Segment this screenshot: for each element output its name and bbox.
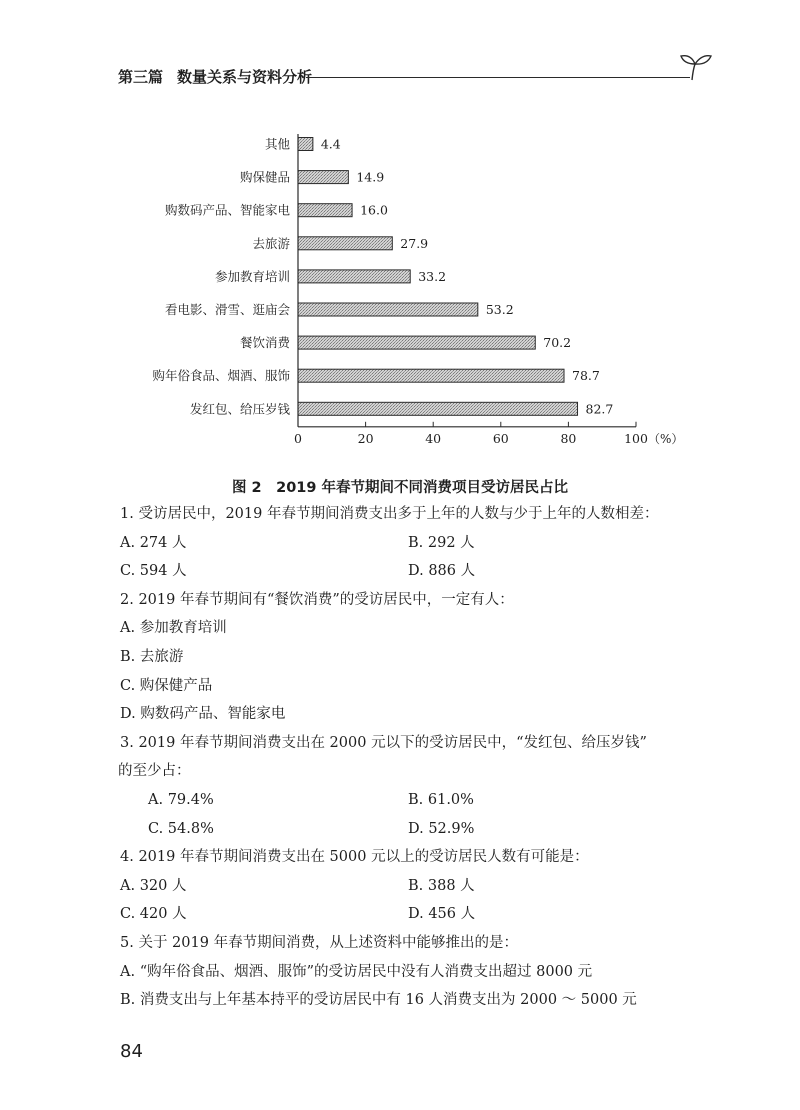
header-section: 数量关系与资料分析 [177, 68, 313, 86]
category-label: 去旅游 [252, 235, 290, 251]
question-5-option-a: A. “购年俗食品、烟酒、服饰”的受访居民中没有人消费支出超过 8000 元 [120, 963, 593, 980]
question-4-options-row-1 [120, 872, 720, 901]
page-number: 84 [120, 1041, 143, 1062]
question-1-option-c: C. 594 人 [120, 563, 187, 580]
sprout-icon [678, 50, 714, 84]
question-1-option-d: D. 886 人 [408, 563, 476, 580]
bar [298, 369, 564, 382]
header-title [118, 66, 312, 87]
question-4-option-d: D. 456 人 [408, 906, 476, 923]
x-tick-label: 80 [560, 430, 577, 446]
chart-caption: 图 2 2019 年春节期间不同消费项目受访居民占比 [231, 480, 569, 496]
question-3-options-row-2 [120, 815, 720, 844]
x-unit-label: （%） [648, 431, 684, 446]
value-label: 27.9 [400, 235, 429, 251]
value-label: 16.0 [360, 202, 388, 218]
question-1-options-row-1 [120, 529, 720, 558]
value-label: 70.2 [543, 335, 572, 351]
value-label: 78.7 [572, 368, 600, 384]
question-4-option-c: C. 420 人 [120, 906, 187, 923]
question-4-options-row-2 [120, 900, 720, 929]
question-2-stem: 2. 2019 年春节期间有“餐饮消费”的受访居民中，一定有人： [120, 591, 514, 608]
category-label: 餐饮消费 [239, 335, 290, 351]
question-5-stem: 5. 关于 2019 年春节期间消费，从上述资料中能够推出的是： [120, 934, 519, 951]
x-tick-label: 100 [624, 430, 648, 446]
bar-chart [0, 130, 800, 470]
value-label: 4.4 [320, 136, 341, 152]
bar [298, 171, 348, 184]
question-3-option-b: B. 61.0% [408, 791, 474, 808]
question-5-option-b: B. 消费支出与上年基本持平的受访居民中有 16 人消费支出为 2000 ～ 5000 元 [120, 992, 637, 1009]
question-3-option-c: C. 54.8% [148, 820, 214, 837]
category-label: 购年俗食品、烟酒、服饰 [152, 368, 290, 384]
question-2-option-c: C. 购保健产品 [120, 677, 213, 694]
bar [298, 270, 410, 283]
question-3-options-row-1 [120, 786, 720, 815]
running-header [118, 62, 708, 88]
category-label: 参加教育培训 [214, 268, 290, 284]
bar [298, 303, 478, 316]
bar [298, 402, 578, 415]
question-4-stem: 4. 2019 年春节期间消费支出在 5000 元以上的受访居民人数有可能是： [120, 849, 589, 866]
question-3-option-d: D. 52.9% [408, 820, 475, 837]
category-label: 其他 [264, 136, 290, 152]
question-1-option-a: A. 274 人 [120, 534, 187, 551]
question-2-option-b: B. 去旅游 [120, 648, 184, 665]
value-label: 33.2 [418, 268, 447, 284]
bar [298, 138, 313, 151]
bar [298, 237, 392, 250]
x-tick-label: 0 [294, 430, 302, 446]
x-tick-label: 20 [357, 430, 374, 446]
category-label: 发红包、给压岁钱 [189, 401, 290, 417]
question-3-stem-line-1: 3. 2019 年春节期间消费支出在 2000 元以下的受访居民中，“发红包、给压岁钱” [120, 734, 647, 751]
question-4-option-a: A. 320 人 [120, 877, 187, 894]
x-tick-label: 40 [425, 430, 442, 446]
question-2-option-d: D. 购数码产品、智能家电 [120, 706, 286, 723]
question-2-option-a: A. 参加教育培训 [120, 620, 227, 637]
value-label: 82.7 [585, 401, 614, 417]
header-part: 第三篇 [118, 68, 164, 86]
question-3-option-a: A. 79.4% [148, 791, 214, 808]
bar [298, 336, 535, 349]
question-4-option-b: B. 388 人 [408, 877, 475, 894]
bar [298, 204, 352, 217]
category-label: 看电影、滑雪、逛庙会 [164, 302, 290, 317]
question-1-stem: 1. 受访居民中，2019 年春节期间消费支出多于上年的人数与少于上年的人数相差： [120, 506, 659, 522]
questions [120, 500, 720, 1015]
question-3-stem-line-2: 的至少占： [118, 763, 191, 780]
header-rule [306, 77, 690, 78]
question-1-options-row-2 [120, 557, 720, 586]
category-label: 购数码产品、智能家电 [164, 202, 290, 218]
value-label: 14.9 [356, 169, 385, 185]
value-label: 53.2 [485, 302, 514, 317]
question-1-option-b: B. 292 人 [408, 534, 475, 551]
category-label: 购保健品 [239, 169, 290, 185]
x-tick-label: 60 [492, 430, 509, 446]
